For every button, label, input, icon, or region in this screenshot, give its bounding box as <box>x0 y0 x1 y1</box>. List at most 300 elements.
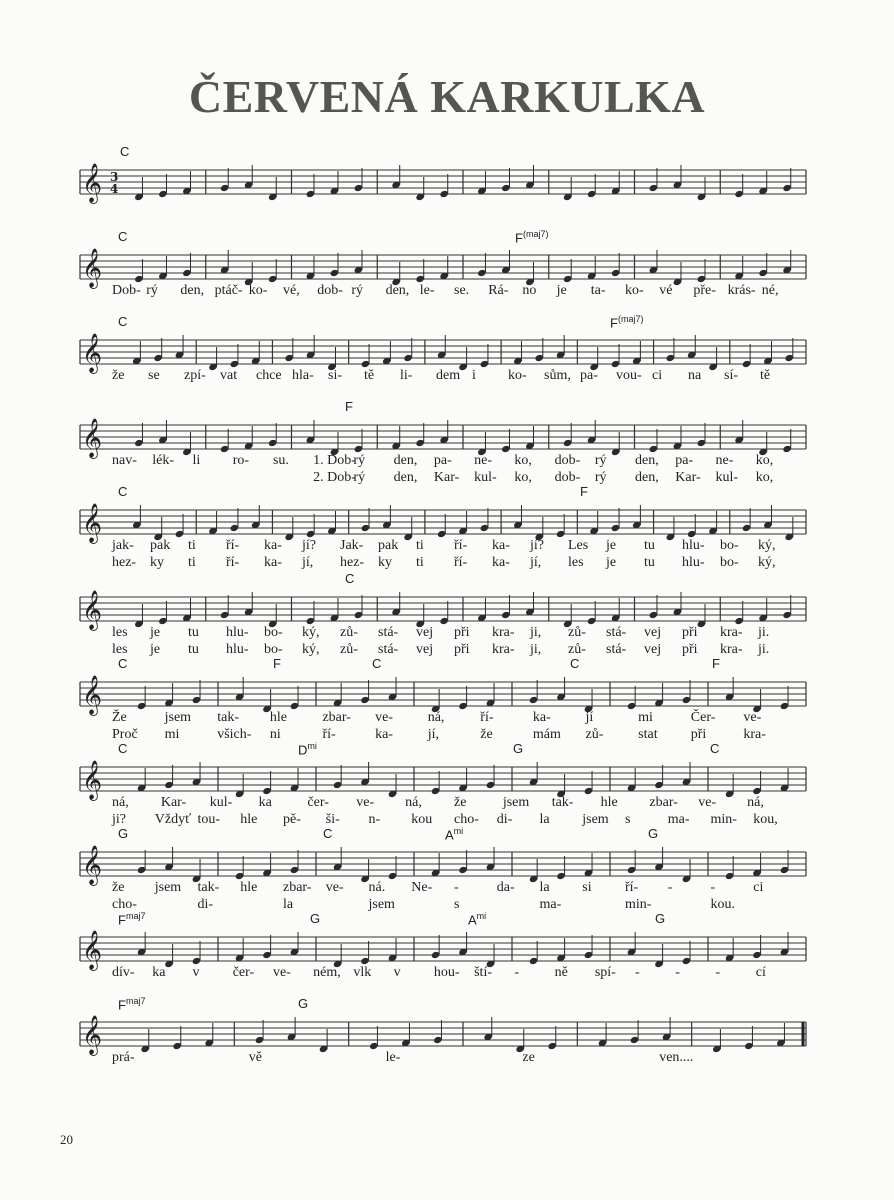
chord-symbol <box>372 656 381 671</box>
lyric-syllable: ký, <box>302 625 320 640</box>
lyric-syllable: ci <box>652 368 663 383</box>
lyric-syllable: n- <box>368 812 381 827</box>
lyric-syllable: že <box>112 368 125 383</box>
lyric-syllable: bo- <box>720 538 739 553</box>
lyric-syllable: kou, <box>753 812 778 827</box>
lyric-syllable: hez- <box>340 555 365 570</box>
lyric-syllable: su. <box>272 453 289 468</box>
lyric-syllable: hle <box>240 812 258 827</box>
lyric-syllable: tu <box>644 555 655 570</box>
staff <box>0 130 894 210</box>
chord-root: C <box>118 314 128 329</box>
staff-system <box>0 557 894 657</box>
lyric-syllable: ze <box>522 1050 535 1065</box>
lyric-syllable: ma- <box>539 897 562 912</box>
lyric-syllable: ří- <box>480 710 494 725</box>
staff-system <box>0 130 894 210</box>
staff-system <box>0 215 894 298</box>
lyric-syllable: hlu- <box>226 625 249 640</box>
treble-clef-icon: 𝄞 <box>82 930 103 970</box>
lyric-syllable: min- <box>710 812 737 827</box>
lyric-syllable: čer- <box>307 795 329 810</box>
lyric-syllable: ka- <box>492 538 510 553</box>
lyric-syllable: pak <box>150 538 171 553</box>
treble-clef-icon: 𝄞 <box>82 248 103 288</box>
lyric-syllable: ro- <box>232 453 250 468</box>
lyric-syllable: hle <box>600 795 618 810</box>
lyric-syllable: ma- <box>667 812 690 827</box>
lyric-syllable: ti <box>416 555 424 570</box>
lyric-syllable: rý <box>594 453 607 468</box>
chord-root: C <box>710 741 720 756</box>
lyric-syllable: kul- <box>715 470 739 485</box>
chord-quality: mi <box>307 741 317 751</box>
lyric-syllable: pře- <box>693 283 716 298</box>
lyric-syllable: zů- <box>340 625 358 640</box>
chord-symbol <box>118 314 127 329</box>
lyric-syllable: ky <box>378 555 392 570</box>
lyric-syllable: ši- <box>325 812 340 827</box>
chord-root: C <box>323 826 333 841</box>
lyric-syllable: všich- <box>217 727 252 742</box>
lyric-syllable: les <box>568 555 584 570</box>
lyric-syllable: - <box>675 965 680 980</box>
lyric-syllable: kul- <box>209 795 233 810</box>
chord-symbol <box>118 741 127 756</box>
treble-clef-icon: 𝄞 <box>82 845 103 885</box>
lyric-syllable: rý <box>353 470 366 485</box>
lyric-syllable: ne- <box>715 453 734 468</box>
lyric-syllable: kra- <box>720 625 743 640</box>
lyric-syllable: hlu- <box>226 642 249 657</box>
chord-symbol <box>345 399 353 414</box>
lyric-syllable: ná, <box>112 795 129 810</box>
lyric-syllable: la <box>539 812 550 827</box>
chord-root: F <box>580 484 588 499</box>
staff-system <box>0 812 894 912</box>
lyric-syllable: den, <box>393 470 418 485</box>
lyric-syllable: ka- <box>532 710 551 725</box>
lyric-syllable: hez- <box>112 555 137 570</box>
lyric-syllable: lék- <box>152 453 174 468</box>
lyric-syllable: stá- <box>378 642 399 657</box>
lyric-syllable: pak <box>378 538 399 553</box>
lyric-syllable: le- <box>419 283 435 298</box>
chord-quality: (maj7) <box>522 229 549 239</box>
lyric-syllable: - <box>715 965 721 980</box>
lyric-syllable: kra- <box>743 727 766 742</box>
chord-symbol <box>323 826 332 841</box>
lyric-syllable: si- <box>328 368 342 383</box>
lyric-syllable: les <box>112 625 128 640</box>
lyric-syllable: pa- <box>675 453 694 468</box>
lyric-syllable: se <box>148 368 160 383</box>
lyric-syllable: že <box>480 727 493 742</box>
lyric-syllable: ka- <box>375 727 393 742</box>
lyric-syllable: vou- <box>616 368 642 383</box>
lyric-syllable: zpí- <box>184 368 206 383</box>
treble-clef-icon: 𝄞 <box>82 1015 103 1055</box>
lyric-syllable: ří- <box>454 538 468 553</box>
lyric-syllable: vě <box>248 1050 263 1065</box>
lyric-syllable: ve- <box>272 965 291 980</box>
lyric-syllable: ji, <box>530 625 542 640</box>
lyric-syllable: Kar- <box>433 470 460 485</box>
lyric-syllable: mi <box>638 710 653 725</box>
lyric-syllable: ka- <box>264 555 282 570</box>
chord-symbol <box>710 741 719 756</box>
lyric-syllable: Vždyť <box>154 812 192 827</box>
lyric-syllable: zů- <box>568 642 586 657</box>
lyric-syllable: Kar- <box>675 470 701 485</box>
lyric-syllable: tu <box>188 625 199 640</box>
chord-quality: (maj7) <box>617 314 644 324</box>
lyric-syllable: ka- <box>264 538 282 553</box>
lyric-syllable: vej <box>644 642 662 657</box>
lyric-syllable: jsem <box>154 880 182 895</box>
chord-root: C <box>118 484 128 499</box>
lyric-syllable: zbar- <box>283 880 312 895</box>
lyric-syllable: tak- <box>197 880 220 895</box>
chord-symbol <box>468 911 486 927</box>
chord-symbol <box>655 911 665 926</box>
lyric-syllable: ří- <box>454 555 468 570</box>
chord-root: G <box>298 996 309 1011</box>
lyric-syllable: kra- <box>492 625 515 640</box>
lyric-syllable: tou- <box>197 812 221 827</box>
lyric-syllable: se. <box>454 283 470 298</box>
chord-root: A <box>468 912 477 928</box>
lyric-syllable: da- <box>496 880 515 895</box>
lyric-syllable: Ne- <box>411 880 433 895</box>
treble-clef-icon: 𝄞 <box>82 503 103 543</box>
lyric-syllable: 1. Dob- <box>313 453 356 468</box>
lyric-syllable: dív- <box>112 965 135 980</box>
lyric-syllable: Kar- <box>160 795 187 810</box>
chord-root: G <box>655 911 666 926</box>
chord-symbol <box>515 229 548 245</box>
lyric-syllable: hla- <box>292 368 314 383</box>
lyric-syllable: ve- <box>356 795 375 810</box>
lyric-syllable: ně <box>554 965 568 980</box>
lyric-syllable: kra- <box>492 642 515 657</box>
chord-symbol <box>298 741 317 757</box>
lyric-syllable: ci <box>753 880 764 895</box>
chord-root: F <box>610 315 618 331</box>
lyric-syllable: si <box>582 880 592 895</box>
lyric-syllable: mi <box>164 727 180 742</box>
lyric-syllable: zů- <box>568 625 586 640</box>
lyric-syllable: tu <box>188 642 199 657</box>
lyric-syllable: den, <box>385 283 410 298</box>
treble-clef-icon: 𝄞 <box>82 590 103 630</box>
lyric-syllable: ko, <box>755 470 774 485</box>
chord-root: C <box>118 656 128 671</box>
lyric-syllable: ko, <box>755 453 774 468</box>
lyric-syllable: ří- <box>226 538 240 553</box>
time-signature-top: 3 <box>110 170 119 184</box>
lyric-syllable: hlu- <box>682 538 705 553</box>
lyric-syllable: na <box>688 368 702 383</box>
lyric-syllable: je <box>556 283 567 298</box>
lyric-syllable: jsem <box>582 812 609 827</box>
lyric-syllable: ko, <box>514 470 532 485</box>
lyric-syllable: tě <box>364 368 375 383</box>
lyric-syllable: hle <box>269 710 287 725</box>
chord-root: C <box>118 741 128 756</box>
lyric-syllable: prá- <box>112 1050 135 1065</box>
chord-root: F <box>273 656 281 671</box>
lyric-syllable: ka- <box>492 555 510 570</box>
lyric-syllable: ko- <box>248 283 268 298</box>
lyric-syllable: zů- <box>585 727 604 742</box>
lyric-syllable: ve- <box>325 880 344 895</box>
chord-root: G <box>310 911 321 926</box>
lyric-syllable: krás- <box>727 283 756 298</box>
lyric-syllable: ti <box>188 555 196 570</box>
lyric-syllable: kul- <box>474 470 497 485</box>
lyric-syllable: je <box>150 642 161 657</box>
lyric-syllable: di- <box>496 812 513 827</box>
chord-symbol <box>120 144 129 159</box>
treble-clef-icon: 𝄞 <box>82 163 103 203</box>
lyric-syllable: stá- <box>606 625 627 640</box>
chord-root: F <box>515 230 523 246</box>
chord-root: A <box>445 827 454 843</box>
lyric-syllable: 2. Dob- <box>313 470 356 485</box>
lyric-syllable: Jak- <box>340 538 364 553</box>
lyric-syllable: rý <box>353 453 366 468</box>
lyric-syllable: jí? <box>302 538 316 553</box>
lyric-syllable: vé, <box>283 283 300 298</box>
lyric-syllable: vé <box>659 283 673 298</box>
lyric-syllable: při <box>454 625 470 640</box>
lyric-syllable: ve- <box>375 710 393 725</box>
lyric-syllable: - <box>454 880 459 895</box>
lyric-syllable: cho- <box>112 897 137 912</box>
lyric-syllable: dem <box>436 368 461 383</box>
lyric-syllable: li <box>192 453 201 468</box>
chord-symbol <box>118 826 128 841</box>
lyric-syllable: ký, <box>758 555 776 570</box>
lyric-syllable: hou- <box>433 965 460 980</box>
song-title: ČERVENÁ KARKULKA <box>188 71 706 122</box>
lyric-syllable: Že <box>112 710 127 725</box>
lyric-syllable: den, <box>393 453 418 468</box>
lyric-syllable: ký, <box>302 642 320 657</box>
chord-root: F <box>118 912 126 928</box>
treble-clef-icon: 𝄞 <box>82 333 103 373</box>
lyric-syllable: sí- <box>724 368 738 383</box>
lyric-syllable: dob- <box>317 283 343 298</box>
lyric-syllable: kou. <box>710 897 735 912</box>
chord-quality: mi <box>453 826 464 836</box>
lyric-syllable: di- <box>197 897 214 912</box>
lyric-syllable: pě- <box>283 812 301 827</box>
chord-root: G <box>648 826 659 841</box>
lyric-syllable: Dob- <box>112 283 141 298</box>
chord-quality: maj7 <box>125 996 146 1006</box>
lyric-syllable: ve- <box>743 710 762 725</box>
lyric-syllable: ko- <box>625 283 644 298</box>
lyric-syllable: ky <box>150 555 164 570</box>
chord-symbol <box>610 314 643 330</box>
lyric-syllable: že <box>112 880 125 895</box>
lyric-syllable: s <box>625 812 631 827</box>
lyric-syllable: vlk <box>353 965 372 980</box>
lyric-syllable: nav- <box>112 453 137 468</box>
lyric-syllable: bo- <box>264 642 283 657</box>
lyric-syllable: ko- <box>508 368 527 383</box>
lyric-syllable: jak- <box>112 538 134 553</box>
staff-system <box>0 982 894 1065</box>
lyric-syllable: při <box>454 642 470 657</box>
lyric-syllable: cho- <box>454 812 479 827</box>
lyric-syllable: hle <box>240 880 258 895</box>
chord-symbol <box>712 656 720 671</box>
lyric-syllable: ven.... <box>659 1050 694 1065</box>
lyric-syllable: ná. <box>368 880 386 895</box>
lyric-syllable: při <box>682 642 698 657</box>
lyric-syllable: je <box>150 625 161 640</box>
chord-root: G <box>118 826 129 841</box>
chord-symbol <box>580 484 588 499</box>
lyric-syllable: rý <box>594 470 607 485</box>
treble-clef-icon: 𝄞 <box>82 760 103 800</box>
lyric-syllable: jí, <box>302 555 314 570</box>
lyric-syllable: stá- <box>378 625 399 640</box>
lyric-syllable: cí <box>755 965 766 980</box>
lyric-syllable: s <box>454 897 460 912</box>
chord-root: C <box>345 571 355 586</box>
lyric-syllable: min- <box>625 897 652 912</box>
lyric-syllable: je <box>606 555 617 570</box>
treble-clef-icon: 𝄞 <box>82 675 103 715</box>
chord-root: F <box>345 399 353 414</box>
chord-root: C <box>570 656 580 671</box>
lyric-syllable: zů- <box>340 642 358 657</box>
chord-root: F <box>118 997 126 1013</box>
lyric-syllable: je <box>606 538 617 553</box>
chord-root: G <box>513 741 524 756</box>
lyric-syllable: den, <box>180 283 205 298</box>
lyric-syllable: né, <box>761 283 779 298</box>
lyric-syllable: ří- <box>226 555 240 570</box>
lyric-syllable: - <box>635 965 640 980</box>
lyric-syllable: li- <box>400 368 413 383</box>
lyric-syllable: kou <box>411 812 433 827</box>
chord-symbol <box>445 826 463 842</box>
staff-system <box>0 470 894 570</box>
chord-root: C <box>118 229 128 244</box>
lyric-syllable: vej <box>416 625 434 640</box>
lyric-syllable: zbar- <box>649 795 678 810</box>
staff-system <box>0 897 894 980</box>
lyric-syllable: jsem <box>164 710 192 725</box>
chord-symbol <box>273 656 281 671</box>
chord-root: C <box>372 656 382 671</box>
lyric-syllable: - <box>667 880 673 895</box>
lyric-syllable: ří- <box>625 880 639 895</box>
lyric-syllable: vej <box>644 625 662 640</box>
chord-symbol <box>118 229 127 244</box>
chord-symbol <box>298 996 308 1011</box>
chord-symbol <box>513 741 523 756</box>
chord-symbol <box>345 571 354 586</box>
time-signature-bottom: 4 <box>110 182 119 196</box>
lyric-syllable: jsem <box>368 897 395 912</box>
staff-system <box>0 642 894 742</box>
lyric-syllable: Rá- <box>488 283 509 298</box>
lyric-syllable: ští- <box>474 965 492 980</box>
lyric-syllable: bo- <box>720 555 739 570</box>
chord-symbol <box>310 911 320 926</box>
lyric-syllable: mám <box>532 727 561 742</box>
chord-symbol <box>118 656 127 671</box>
lyric-syllable: ve- <box>698 795 717 810</box>
lyric-syllable: le- <box>385 1050 401 1065</box>
staff-system <box>0 385 894 485</box>
lyric-syllable: že <box>454 795 467 810</box>
lyric-syllable: jí, <box>530 555 542 570</box>
lyric-syllable: v <box>192 965 200 980</box>
lyric-syllable: tak- <box>551 795 574 810</box>
lyric-syllable: zbar- <box>322 710 351 725</box>
lyric-syllable: ji. <box>758 625 770 640</box>
lyric-syllable: při <box>682 625 698 640</box>
lyric-syllable: bo- <box>264 625 283 640</box>
lyric-syllable: dob- <box>554 470 581 485</box>
lyric-syllable: ni <box>269 727 281 742</box>
lyric-syllable: rý <box>146 283 158 298</box>
lyric-syllable: pa- <box>433 453 452 468</box>
lyric-syllable: hlu- <box>682 555 705 570</box>
lyric-syllable: ří- <box>322 727 336 742</box>
lyric-syllable: ko, <box>514 453 532 468</box>
lyric-syllable: jí <box>585 710 594 725</box>
lyric-syllable: jí, <box>427 727 439 742</box>
chord-quality: mi <box>476 911 487 921</box>
chord-quality: maj7 <box>125 911 146 921</box>
lyric-syllable: v <box>393 965 401 980</box>
staff-system <box>0 300 894 383</box>
page-number: 20 <box>60 1132 73 1147</box>
lyric-syllable: ná, <box>747 795 764 810</box>
lyric-syllable: la <box>539 880 550 895</box>
lyric-syllable: chce <box>256 368 282 383</box>
staff-system <box>0 727 894 827</box>
lyric-syllable: jí? <box>530 538 544 553</box>
lyric-syllable: jsem <box>502 795 530 810</box>
treble-clef-icon: 𝄞 <box>82 418 103 458</box>
lyric-syllable: rý <box>351 283 364 298</box>
lyric-syllable: ji. <box>758 642 770 657</box>
lyric-syllable: pa- <box>580 368 598 383</box>
lyric-syllable: tak- <box>217 710 239 725</box>
chord-root: C <box>120 144 130 159</box>
lyric-syllable: - <box>710 880 716 895</box>
lyric-syllable: ji, <box>530 642 542 657</box>
lyric-syllable: vej <box>416 642 434 657</box>
lyric-syllable: stat <box>638 727 658 742</box>
chord-symbol <box>118 996 145 1012</box>
lyric-syllable: ptáč- <box>214 283 243 298</box>
lyric-syllable: la <box>283 897 294 912</box>
lyric-syllable: stá- <box>606 642 627 657</box>
lyric-syllable: ký, <box>758 538 776 553</box>
lyric-syllable: ná, <box>405 795 422 810</box>
lyric-syllable: ne- <box>474 453 492 468</box>
